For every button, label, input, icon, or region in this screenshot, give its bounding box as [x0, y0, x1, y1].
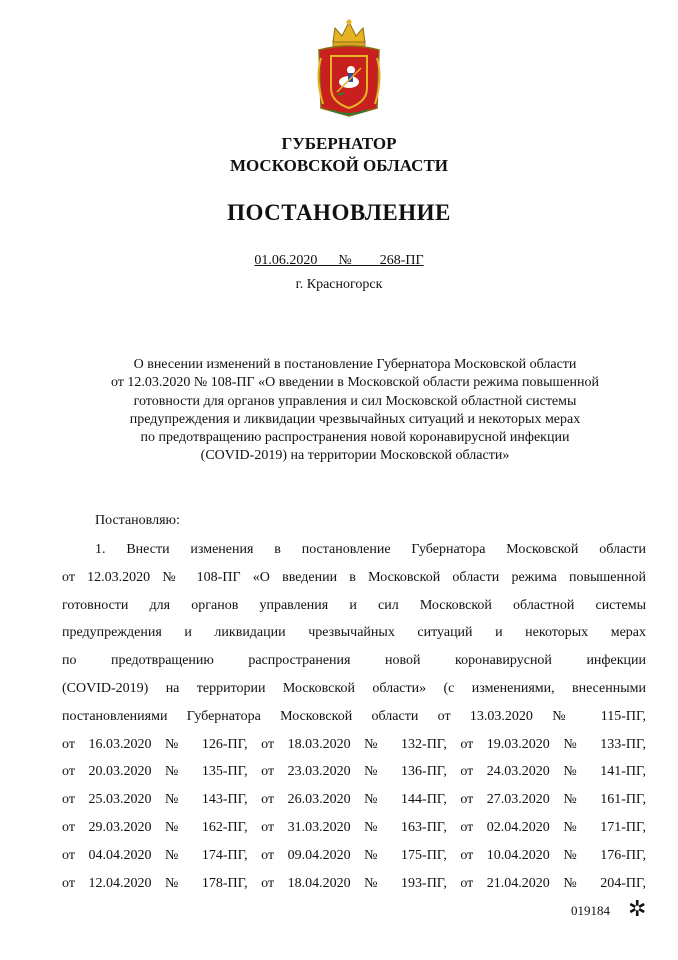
body-line: от 20.03.2020 № 135-ПГ, от 23.03.2020 № 136-ПГ, от 24.03.2020 № 141-ПГ,	[62, 764, 646, 780]
subject-line: (COVID-2019) на территории Московской области»	[200, 448, 510, 464]
body-line: 1. Внести изменения в постановление Губернатора Московской области	[95, 542, 646, 557]
document-type-title: ПОСТАНОВЛЕНИЕ	[227, 200, 451, 225]
body-line: от 16.03.2020 № 126-ПГ, от 18.03.2020 № 132-ПГ, от 19.03.2020 № 133-ПГ,	[62, 736, 646, 752]
issuer-title-line2: МОСКОВСКОЙ ОБЛАСТИ	[229, 156, 449, 175]
number-sign: №	[338, 253, 352, 268]
coat-of-arms-icon	[311, 18, 387, 118]
body-line: от 25.03.2020 № 143-ПГ, от 26.03.2020 № 144-ПГ, от 27.03.2020 № 161-ПГ,	[62, 792, 646, 808]
body-line: готовности для органов управления и сил Московской областной системы	[62, 597, 646, 613]
subject-line: О внесении изменений в постановление Губернатора Московской области	[133, 357, 577, 372]
body-line: от 12.03.2020 № 108-ПГ «О введении в Московской области режима повышенной	[62, 569, 646, 585]
coat-of-arms-emblem	[311, 18, 387, 118]
footer-asterisk-icon: ✲	[628, 896, 647, 921]
document-date: 01.06.2020	[254, 253, 318, 268]
subject-line: от 12.03.2020 № 108-ПГ «О введении в Московской области режима повышенной	[110, 375, 600, 391]
body-line: по предотвращению распространения новой коронавирусной инфекции	[62, 653, 646, 669]
body-line: постановлениями Губернатора Московской области от 13.03.2020 № 115-ПГ,	[62, 708, 646, 724]
document-number: 268-ПГ	[379, 253, 424, 268]
decree-word: Постановляю:	[95, 513, 180, 528]
document-subject	[70, 356, 640, 466]
body-line: (COVID-2019) на территории Московской области» (с изменениями, внесенными	[62, 680, 646, 696]
subject-line: предупреждения и ликвидации чрезвычайных ситуаций и некоторых мерах	[129, 411, 581, 427]
city-line: г. Красногорск	[295, 277, 383, 292]
document-body	[62, 540, 646, 901]
subject-line: по предотвращению распространения новой коронавирусной инфекции	[140, 430, 570, 446]
body-line: от 29.03.2020 № 162-ПГ, от 31.03.2020 № 163-ПГ, от 02.04.2020 № 171-ПГ,	[62, 819, 646, 835]
body-line: от 04.04.2020 № 174-ПГ, от 09.04.2020 № 175-ПГ, от 10.04.2020 № 176-ПГ,	[62, 847, 646, 863]
body-line: от 12.04.2020 № 178-ПГ, от 18.04.2020 № 193-ПГ, от 21.04.2020 № 204-ПГ,	[62, 875, 646, 891]
date-number-line	[0, 253, 678, 269]
subject-line: готовности для органов управления и сил Московской областной системы	[133, 393, 577, 409]
issuer-title-line1: ГУБЕРНАТОР	[281, 134, 397, 153]
document-serial-code: 019184	[571, 903, 610, 918]
body-line: предупреждения и ликвидации чрезвычайных ситуаций и некоторых мерах	[62, 625, 646, 641]
